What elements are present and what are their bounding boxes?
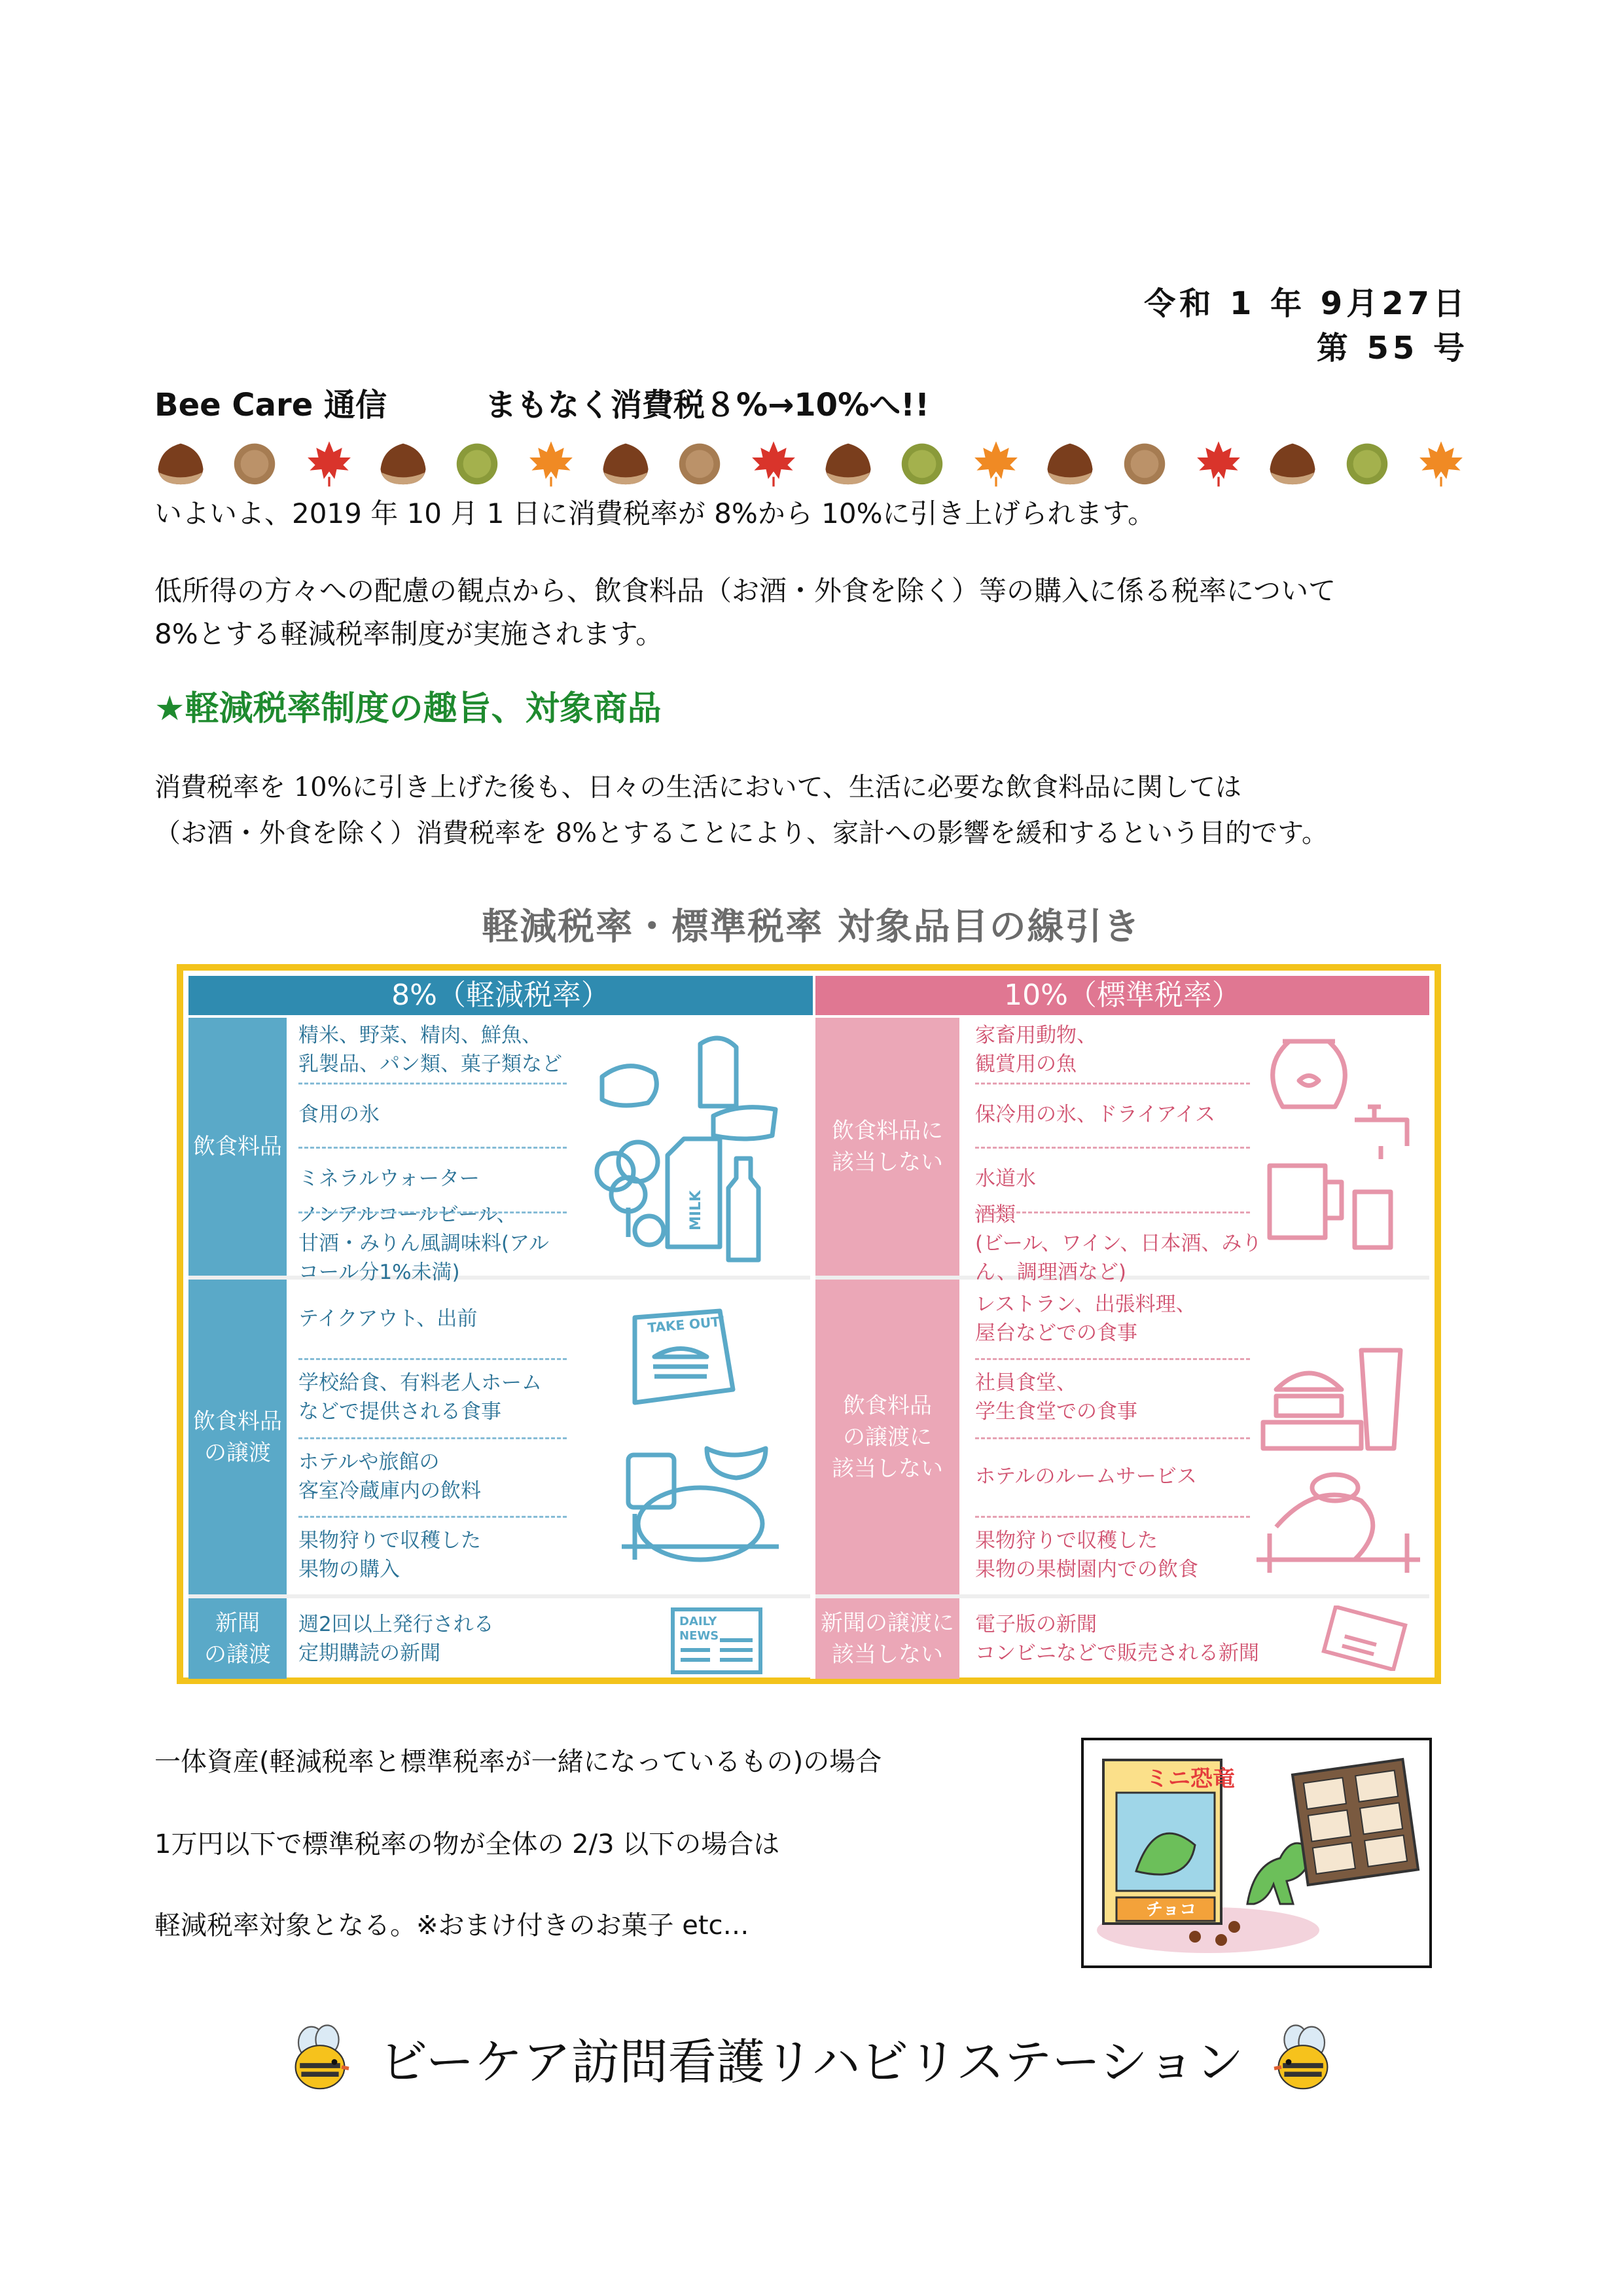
takeout-meal-illustration [615,1298,785,1586]
maple-leaf-icon [1414,439,1469,488]
reduced-food-item-line: 精米、野菜、精肉、鮮魚、 [298,1024,542,1048]
standard-non-newspaper-item [975,1598,1283,1679]
bundled-asset-note-1: 一体資産(軽減税率と標準税率が一緒になっているもの)の場合 [154,1747,882,1777]
maple-leaf-icon [746,439,801,488]
category-non-food-transfer [815,1280,959,1594]
standard-non-transfer-item-line: 果物狩りで収穫した [975,1528,1158,1552]
reduced-newspaper-item-line: 定期購読の新聞 [298,1641,440,1665]
standard-non-transfer-item-line: 果物の果樹園内での飲食 [975,1557,1198,1581]
standard-non-food-item [975,1083,1283,1147]
standard-rate-header: 10%（標準税率） [815,976,1429,1015]
category-label-line: の譲渡 [204,1641,271,1668]
category-non-newspaper [815,1598,959,1679]
section-body-line-2: （お酒・外食を除く）消費税率を 8%とすることにより、家計への影響を緩和するという目的です。 [154,818,1328,848]
reduced-food-item-line: 乳製品、パン類、菓子類など [298,1052,562,1077]
burr-icon [1340,439,1395,488]
chestnut-icon [1043,439,1097,488]
maple-leaf-icon [969,439,1024,488]
dashed-divider [298,1516,567,1518]
category-food-transfer [188,1280,287,1594]
chestnut-icon [598,439,653,488]
intro-line: いよいよ、2019 年 10 月 1 日に消費税率が 8%から 10%に引き上げられます。 [154,497,1156,529]
dashed-divider [298,1358,567,1360]
dashed-divider [298,1147,567,1149]
reduced-food-item [298,1202,567,1284]
standard-non-transfer-item-line: 学生食堂での食事 [975,1400,1137,1424]
maple-leaf-icon [1191,439,1246,488]
dashed-divider [975,1358,1250,1360]
snack-with-toy-illustration [1081,1738,1432,1968]
reduced-transfer-item [298,1516,567,1594]
standard-non-food-item-line: 水道水 [975,1167,1036,1191]
milk-label: MILK [688,1190,704,1230]
reduced-food-item-line: 甘酒・みりん風調味料(アルコール分1%未満) [298,1231,549,1284]
burr-icon [672,439,727,488]
dashed-divider [975,1083,1250,1085]
category-label-line: 新聞の譲渡に [821,1609,954,1636]
standard-non-food-item-line: 保冷用の氷、ドライアイス [975,1102,1216,1126]
candy-box-picture [1084,1740,1429,1965]
dashed-divider [975,1516,1250,1518]
bundled-asset-note-3: 軽減税率対象となる。※おまけ付きのお菓子 etc… [154,1910,749,1941]
reduced-transfer-item-line: 学校給食、有料老人ホーム [298,1371,542,1395]
dashed-divider [298,1083,567,1085]
standard-non-transfer-item-line: 社員食堂、 [975,1371,1077,1395]
category-label-line: 飲食料品 [193,1408,282,1435]
standard-non-food-item [975,1202,1283,1284]
issue-date: 令和 1 年 9月27日 [1144,285,1469,322]
chestnut-icon [1265,439,1320,488]
station-name: ビーケア訪問看護リハビリステーション [379,2034,1244,2090]
standard-non-transfer-item [975,1437,1283,1516]
reduced-transfer-item [298,1437,567,1516]
daily-label: DAILY [679,1615,717,1628]
category-food-label: 飲食料品 [193,1134,282,1160]
reduced-food-item [298,1018,567,1083]
standard-non-transfer-item-line: 屋台などでの食事 [975,1321,1137,1346]
dashed-divider [298,1437,567,1439]
digital-news-illustration [1315,1605,1414,1671]
issue-date-block [1144,281,1469,370]
news-label: NEWS [679,1629,719,1643]
section-body [154,764,1328,856]
standard-non-food-item-line: 家畜用動物、 [975,1024,1097,1048]
category-label-line: 飲食料品に [832,1118,943,1144]
burr-icon [227,439,282,488]
dashed-divider [975,1437,1250,1439]
maple-leaf-icon [524,439,579,488]
maple-leaf-icon [302,439,357,488]
candy-box-title: ミニ恐竜 [1146,1766,1235,1792]
reduced-transfer-item-line: などで提供される食事 [298,1400,501,1424]
footer [0,2016,1623,2101]
tax-rate-table [177,964,1441,1684]
newsletter-name: Bee Care 通信 [154,387,387,423]
burr-icon [1117,439,1172,488]
groceries-illustration [589,1031,785,1266]
reduced-food-item [298,1083,567,1147]
reduced-food-item-line: ミネラルウォーター [298,1167,480,1191]
bundled-asset-note-2: 1万円以下で標準税率の物が全体の 2/3 以下の場合は [154,1829,780,1859]
category-label-line: 該当しない [832,1641,943,1668]
section-body-line-1: 消費税率を 10%に引き上げた後も、日々の生活において、生活に必要な飲食料品に関しては [154,772,1241,802]
burr-icon [450,439,505,488]
standard-non-newspaper-item-line: 電子版の新聞 [975,1612,1097,1636]
category-non-food [815,1018,959,1276]
candy-box-label: チョコ [1146,1900,1197,1920]
standard-non-transfer-item-line: レストラン、出張料理、 [975,1293,1196,1317]
issue-number: 第 55 号 [1316,330,1469,367]
reduced-newspaper-item-line: 週2回以上発行される [298,1612,494,1636]
table-title: 軽減税率・標準税率 対象品目の線引き [482,906,1141,948]
reduced-transfer-item [298,1280,567,1358]
dashed-divider [975,1211,1250,1213]
chestnut-icon [376,439,431,488]
category-label-line: 飲食料品 [843,1392,932,1419]
category-label-line: の譲渡 [204,1439,271,1466]
reduced-transfer-item [298,1358,567,1437]
takeout-label: TAKE OUT！ [647,1312,734,1336]
intro-line-2b: 8%とする軽減税率制度が実施されます。 [154,618,664,650]
reduced-transfer-item-line: 客室冷蔵庫内の飲料 [298,1479,481,1503]
bee-icon [284,2022,356,2094]
intro-paragraph [154,569,1336,656]
standard-non-food-item-line: 酒類 [975,1202,1016,1227]
category-food [188,1018,287,1276]
category-label-line: 新聞 [215,1609,260,1636]
standard-non-transfer-item [975,1280,1283,1358]
reduced-transfer-item-line: ホテルや旅館の [298,1450,440,1474]
reduced-transfer-item-line: 果物の購入 [298,1557,400,1581]
standard-non-newspaper-item-line: コンビニなどで販売される新聞 [975,1641,1259,1665]
bee-icon [1267,2022,1339,2094]
standard-non-transfer-item [975,1516,1283,1594]
title-bar [154,380,929,425]
category-label-line: 該当しない [832,1455,943,1482]
reduced-rate-header: 8%（軽減税率） [188,976,813,1015]
standard-non-transfer-item-line: ホテルのルームサービス [975,1464,1197,1488]
category-label-line: の譲渡に [843,1424,932,1450]
standard-non-food-item [975,1018,1283,1083]
dashed-divider [298,1211,567,1213]
standard-non-food-item-line: (ビール、ワイン、日本酒、みりん、調理酒など) [975,1231,1262,1284]
newspaper-illustration [668,1604,766,1676]
section-heading: ★軽減税率制度の趣旨、対象商品 [154,689,662,728]
chestnut-icon [821,439,876,488]
category-newspaper [188,1598,287,1679]
intro-line-2a: 低所得の方々への配慮の観点から、飲食料品（お酒・外食を除く）等の購入に係る税率について [154,575,1336,607]
category-label-line: 該当しない [832,1149,943,1175]
reduced-transfer-item-line: 果物狩りで収穫した [298,1528,481,1552]
autumn-decoration-row [153,437,1469,490]
reduced-food-item-line: ノンアルコールビール、 [298,1202,517,1227]
column-divider [810,1015,815,1679]
dashed-divider [975,1147,1250,1149]
chestnut-icon [153,439,208,488]
reduced-newspaper-item [298,1598,567,1679]
burr-icon [895,439,950,488]
reduced-food-item-line: 食用の氷 [298,1102,380,1126]
standard-non-food-item-line: 観賞用の魚 [975,1052,1077,1077]
headline: まもなく消費税８%→10%へ!! [484,387,929,423]
standard-non-transfer-item [975,1358,1283,1437]
reduced-transfer-item-line: テイクアウト、出前 [298,1307,478,1331]
